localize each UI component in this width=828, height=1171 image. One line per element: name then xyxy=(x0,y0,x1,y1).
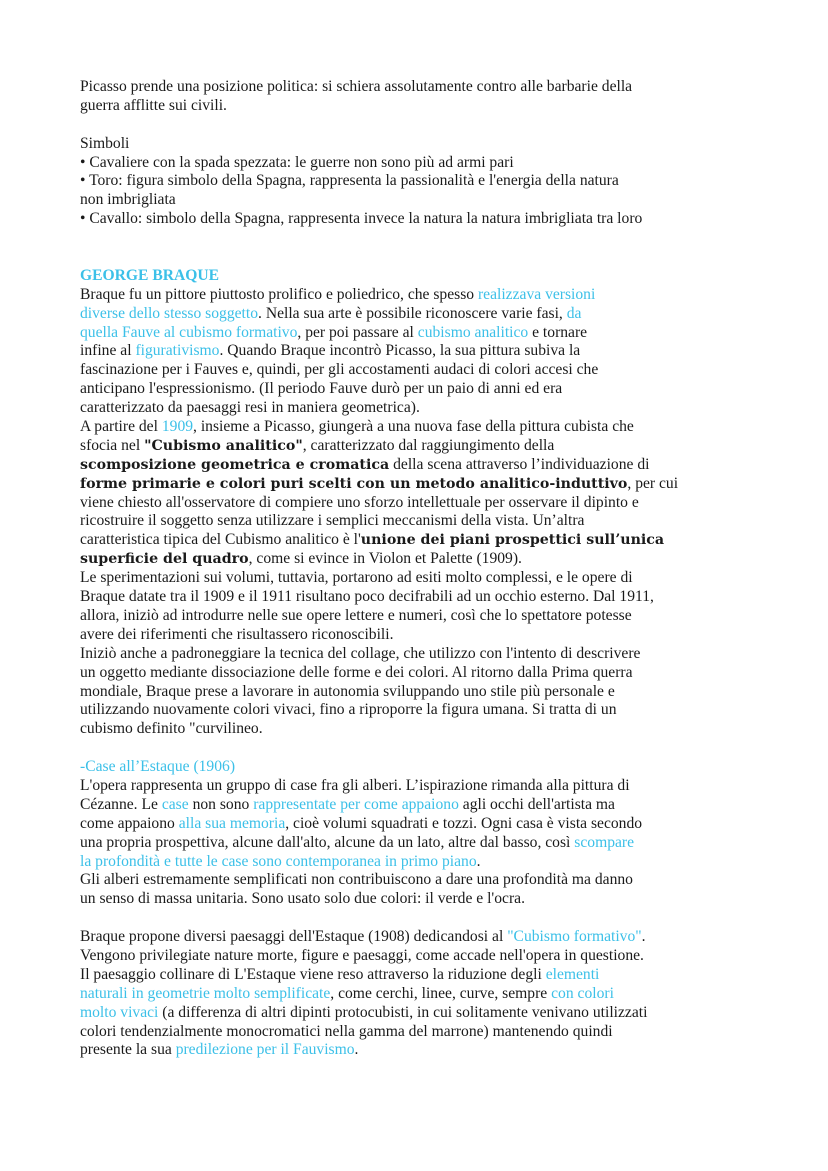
text-run: viene chiesto all'osservatore di compiere uno sforzo intellettuale per osservare il dipinto e xyxy=(80,493,639,511)
highlighted-text: elementi xyxy=(545,965,600,983)
text-line xyxy=(80,626,760,645)
text-run: guerra afflitte sui civili. xyxy=(80,96,227,114)
text-line xyxy=(80,777,760,796)
text-line xyxy=(80,512,760,531)
text-line xyxy=(80,871,760,890)
text-line xyxy=(80,1023,760,1042)
text-line xyxy=(80,550,760,569)
text-run: agli occhi dell'artista ma xyxy=(458,795,615,813)
text-line xyxy=(80,305,760,324)
text-run: avere dei riferimenti che risultassero riconoscibili. xyxy=(80,625,394,643)
text-run: . Nella sua arte è possibile riconoscere varie fasi, xyxy=(258,304,567,322)
blank-line xyxy=(80,248,760,267)
text-run: , come si evince in Violon et Palette (1909). xyxy=(248,550,522,568)
text-line xyxy=(80,97,760,116)
text-line xyxy=(80,191,760,210)
text-line xyxy=(80,135,760,154)
text-run: Braque propone diversi paesaggi dell'Estaque (1908) dedicandosi al xyxy=(80,928,508,946)
text-line xyxy=(80,172,760,191)
text-run: una propria prospettiva, alcune dall'alto, alcune da un lato, altre dal basso, così xyxy=(80,833,575,851)
highlighted-text: predilezione per il Fauvismo xyxy=(175,1041,355,1059)
text-run: infine al xyxy=(80,342,136,360)
text-run: . xyxy=(354,1041,359,1059)
text-run: , come cerchi, linee, curve, sempre xyxy=(330,984,552,1002)
blank-line xyxy=(80,739,760,758)
text-run: • Cavallo: simbolo della Spagna, rappresenta invece la natura la natura imbrigliata tra loro xyxy=(80,210,643,228)
text-run: • Cavaliere con la spada spezzata: le guerre non sono più ad armi pari xyxy=(80,153,514,171)
text-run: , per poi passare al xyxy=(297,323,418,341)
text-line xyxy=(80,399,760,418)
text-run: L'opera rappresenta un gruppo di case fra gli alberi. L’ispirazione rimanda alla pittura di xyxy=(80,776,630,794)
text-run: un oggetto mediante dissociazione delle forme e dei colori. Al ritorno dalla Prima querra xyxy=(80,663,633,681)
highlighted-text: 1909 xyxy=(161,418,194,436)
highlighted-text: la profondità e tutte le case sono contemporanea in primo piano xyxy=(80,852,477,870)
text-run: Il paesaggio collinare di L'Estaque viene reso attraverso la riduzione degli xyxy=(80,965,546,983)
bold-text: unione dei piani prospettici sull’unica xyxy=(360,532,665,549)
text-line xyxy=(80,361,760,380)
text-line xyxy=(80,1004,760,1023)
text-line xyxy=(80,947,760,966)
blank-line xyxy=(80,116,760,135)
text-run: • Toro: figura simbolo della Spagna, rappresenta la passionalità e l'energia della natura xyxy=(80,172,619,190)
text-line xyxy=(80,645,760,664)
highlighted-text: con colori xyxy=(551,984,614,1002)
text-run: e tornare xyxy=(528,323,588,341)
highlighted-text: figurativismo xyxy=(135,342,220,360)
text-run: A partire del xyxy=(80,418,162,436)
text-line xyxy=(80,834,760,853)
text-line xyxy=(80,758,760,777)
text-run: (a differenza di altri dipinti protocubisti, in cui solitamente venivano utilizzati xyxy=(158,1003,648,1021)
text-run: fascinazione per i Fauves e, quindi, per gli accostamenti audaci di colori accesi che xyxy=(80,361,599,379)
text-line xyxy=(80,324,760,343)
text-line xyxy=(80,966,760,985)
text-run: come appaiono xyxy=(80,814,179,832)
text-line xyxy=(80,928,760,947)
text-run: Picasso prende una posizione politica: si schiera assolutamente contro alle barbarie della xyxy=(80,78,633,95)
text-run: caratterizzato da paesaggi resi in maniera geometrica). xyxy=(80,399,420,417)
text-run: Le sperimentazioni sui volumi, tuttavia, portarono ad esiti molto complessi, e le opere di xyxy=(80,569,633,587)
highlighted-text: cubismo analitico xyxy=(417,323,529,341)
highlighted-text: rappresentate per come appaiono xyxy=(253,795,459,813)
text-run: , cioè volumi squadrati e tozzi. Ogni casa è vista secondo xyxy=(285,814,643,832)
text-line xyxy=(80,456,760,475)
text-line xyxy=(80,853,760,872)
text-line xyxy=(80,342,760,361)
text-line xyxy=(80,607,760,626)
blank-line xyxy=(80,229,760,248)
text-line xyxy=(80,494,760,513)
text-run: . xyxy=(476,852,481,870)
highlighted-text: da xyxy=(566,304,582,322)
text-line xyxy=(80,286,760,305)
highlighted-text: realizzava versioni xyxy=(477,285,596,303)
text-line xyxy=(80,796,760,815)
text-line xyxy=(80,531,760,550)
text-run: Simboli xyxy=(80,134,130,152)
text-run: Cézanne. Le xyxy=(80,795,162,813)
bold-text: forme primarie e colori puri scelti con un metodo analitico-induttivo xyxy=(80,475,628,492)
highlighted-text: alla sua memoria xyxy=(178,814,286,832)
blank-line xyxy=(80,909,760,928)
text-run: sfocia nel xyxy=(80,436,145,454)
text-line xyxy=(80,664,760,683)
text-run: presente la sua xyxy=(80,1041,176,1059)
text-line xyxy=(80,720,760,739)
text-run: , insieme a Picasso, giungerà a una nuova fase della pittura cubista che xyxy=(193,418,634,436)
text-run: caratteristica tipica del Cubismo analitico è l' xyxy=(80,531,361,549)
text-line xyxy=(80,154,760,173)
text-run: anticipano l'espressionismo. (Il periodo Fauve durò per un paio di anni ed era xyxy=(80,380,563,398)
text-run: Vengono privilegiate nature morte, figure e paesaggi, come accade nell'opera in questione. xyxy=(80,946,644,964)
text-line xyxy=(80,418,760,437)
text-line xyxy=(80,588,760,607)
text-run: cubismo definito "curvilineo. xyxy=(80,720,263,738)
text-line xyxy=(80,701,760,720)
text-line xyxy=(80,985,760,1004)
text-line xyxy=(80,815,760,834)
highlighted-text: "Cubismo formativo" xyxy=(507,928,642,946)
text-line xyxy=(80,267,760,286)
text-run: della scena attraverso l’individuazione di xyxy=(389,455,650,473)
text-line xyxy=(80,210,760,229)
text-line xyxy=(80,78,760,97)
text-line xyxy=(80,380,760,399)
text-run: Braque fu un pittore piuttosto prolifico e poliedrico, che spesso xyxy=(80,285,478,303)
text-line xyxy=(80,437,760,456)
text-line xyxy=(80,569,760,588)
text-run: Braque datate tra il 1909 e il 1911 risultano poco decifrabili ad un occhio esterno. Dal 1911, xyxy=(80,588,654,606)
text-run: . xyxy=(641,928,646,946)
text-line xyxy=(80,475,760,494)
highlighted-text: diverse dello stesso soggetto xyxy=(80,304,259,322)
document-page xyxy=(80,78,760,1060)
bold-text: scomposizione geometrica e cromatica xyxy=(80,456,390,473)
highlighted-text: molto vivaci xyxy=(80,1003,159,1021)
text-run: non sono xyxy=(188,795,254,813)
highlighted-text: quella Fauve al cubismo formativo xyxy=(80,323,298,341)
text-line xyxy=(80,1041,760,1060)
text-run: mondiale, Braque prese a lavorare in autonomia sviluppando uno stile più personale e xyxy=(80,682,615,700)
bold-text: superficie del quadro xyxy=(80,551,249,568)
highlighted-text: -Case all’Estaque (1906) xyxy=(80,758,236,776)
section-heading: GEORGE BRAQUE xyxy=(80,266,220,284)
text-run: colori tendenzialmente monocromatici nella gamma del marrone) mantenendo quindi xyxy=(80,1022,613,1040)
text-run: , per cui xyxy=(627,474,679,492)
highlighted-text: naturali in geometrie molto semplificate xyxy=(80,984,331,1002)
text-run: , caratterizzato dal raggiungimento della xyxy=(302,436,555,454)
text-run: non imbrigliata xyxy=(80,191,176,209)
text-run: Gli alberi estremamente semplificati non contribuiscono a dare una profondità ma danno xyxy=(80,871,633,889)
bold-text: "Cubismo analitico" xyxy=(144,437,303,454)
text-run: allora, iniziò ad introdurre nelle sue opere lettere e numeri, così che lo spettatore potesse xyxy=(80,606,632,624)
text-run: Iniziò anche a padroneggiare la tecnica del collage, che utilizzo con l'intento di descrivere xyxy=(80,644,641,662)
highlighted-text: case xyxy=(161,795,189,813)
text-run: un senso di massa unitaria. Sono usato solo due colori: il verde e l'ocra. xyxy=(80,890,525,908)
text-run: ricostruire il soggetto senza utilizzare i semplici meccanismi della vista. Un’altra xyxy=(80,512,585,530)
text-line xyxy=(80,683,760,702)
highlighted-text: scompare xyxy=(574,833,635,851)
text-run: utilizzando nuovamente colori vivaci, fino a riproporre la figura umana. Si tratta di un xyxy=(80,701,617,719)
text-run: . Quando Braque incontrò Picasso, la sua pittura subiva la xyxy=(219,342,581,360)
text-line xyxy=(80,890,760,909)
